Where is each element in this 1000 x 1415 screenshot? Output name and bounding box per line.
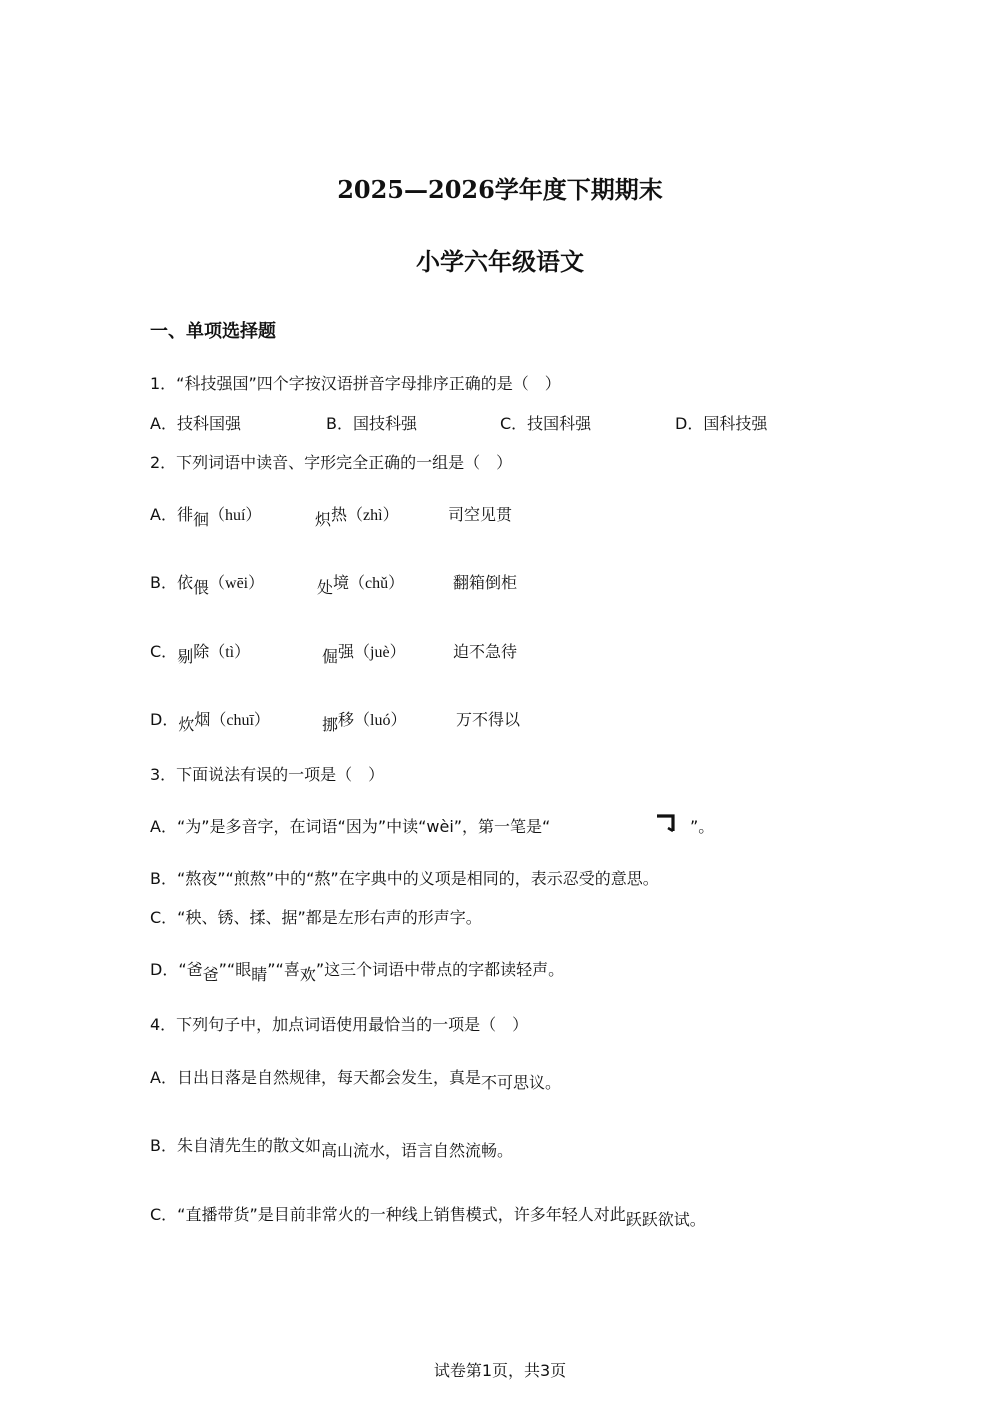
section-heading: 一、单项选择题: [150, 321, 276, 342]
q4-option-c: [150, 1202, 706, 1229]
q4-c-text: C．“直播带货”是目前非常火的一种线上销售模式，许多年轻人对此: [150, 1205, 626, 1224]
word-char: 热: [331, 505, 348, 524]
q2-option-b: [150, 570, 265, 597]
q3-option-b: B．“熬夜”“煎熬”中的“熬”在字典中的义项是相同的，表示忍受的意思。: [150, 869, 659, 888]
word-char-sub: 炊: [178, 715, 195, 734]
option-label: B．: [150, 573, 177, 592]
q2-a-idiom: 司空见贯: [448, 505, 513, 524]
word-char-sub: 挪: [322, 715, 339, 734]
word-char-sub: 处: [317, 578, 334, 597]
pinyin: （juè）: [354, 644, 406, 661]
heng-zhe-stroke-icon: [655, 813, 677, 835]
word-char-sub: 炽: [315, 510, 332, 529]
pinyin: （zhì）: [347, 507, 399, 524]
q3-option-d: [150, 957, 565, 984]
option-label: C．: [150, 642, 178, 661]
pinyin: （huí）: [208, 507, 262, 524]
word-char-sub: 倔: [322, 647, 339, 666]
pinyin: （luó）: [354, 712, 407, 729]
q2-option-a: [150, 502, 262, 529]
dotted-word: 跃跃欲试: [625, 1210, 690, 1229]
exam-title: 2025—2026学年度下期期末: [337, 175, 663, 204]
question-3-stem: 3．下面说法有误的一项是（ ）: [150, 765, 385, 784]
dotted-char: 睛: [251, 965, 268, 984]
q2-b-word2: [317, 570, 405, 597]
word-char: 徘: [176, 505, 193, 524]
q3-option-a-post: ”。: [690, 817, 715, 836]
q4-b-text: ，语言自然流畅。: [385, 1141, 514, 1160]
q4-a-text: 。: [544, 1073, 561, 1092]
word-char-sub: 剔: [177, 647, 194, 666]
q2-b-idiom: 翻箱倒柜: [453, 573, 518, 592]
pinyin: （chuī）: [210, 712, 270, 729]
dotted-char: 爸: [202, 965, 219, 984]
pinyin: （wēi）: [209, 575, 265, 592]
q3-d-text: ”这三个词语中带点的字都读轻声。: [315, 960, 565, 979]
option-label: D．: [150, 710, 179, 729]
word-char: 烟: [194, 710, 211, 729]
q2-a-word2: [315, 502, 399, 529]
word-char: 移: [338, 710, 355, 729]
q2-d-word2: [322, 707, 407, 734]
page-footer: 试卷第1页，共3页: [433, 1361, 567, 1380]
word-char-sub: 偎: [193, 578, 210, 597]
q1-option-a: A．技科国强: [150, 414, 241, 433]
word-char: 强: [338, 642, 355, 661]
word-char: 除: [193, 642, 210, 661]
q3-d-text: ”“喜: [267, 960, 300, 979]
q4-option-a: [150, 1065, 561, 1092]
q1-option-d: D．国科技强: [675, 414, 768, 433]
pinyin: （tì）: [209, 644, 251, 661]
q2-d-idiom: 万不得以: [456, 710, 521, 729]
option-label: A．: [150, 505, 177, 524]
word-char: 依: [176, 573, 193, 592]
q4-a-text: A．日出日落是自然规律，每天都会发生，真是: [150, 1068, 481, 1087]
q4-c-text: 。: [689, 1210, 706, 1229]
word-char: 境: [333, 573, 350, 592]
question-2-stem: 2．下列词语中读音、字形完全正确的一组是（ ）: [150, 453, 513, 472]
q3-d-text: ”“眼: [218, 960, 252, 979]
word-char-sub: 徊: [192, 510, 209, 529]
q3-option-a-pre: A．“为”是多音字，在词语“因为”中读“wèi”，第一笔是“: [150, 817, 551, 836]
dotted-word: 不可思议: [480, 1073, 545, 1092]
q2-c-idiom: 迫不急待: [453, 642, 518, 661]
q2-option-d: [150, 707, 270, 734]
dotted-word: 高山流水: [320, 1141, 385, 1160]
q1-option-c: C．技国科强: [500, 414, 592, 433]
q2-option-c: [150, 639, 251, 666]
q4-b-text: B．朱自清先生的散文如: [150, 1136, 321, 1155]
question-4-stem: 4．下列句子中，加点词语使用最恰当的一项是（ ）: [150, 1015, 529, 1034]
q1-option-b: B．国技科强: [326, 414, 417, 433]
q3-option-c: C．“秧、锈、揉、据”都是左形右声的形声字。: [150, 908, 482, 927]
pinyin: （chǔ）: [349, 575, 405, 592]
dotted-char: 欢: [299, 965, 316, 984]
q4-option-b: [150, 1133, 514, 1160]
q2-c-word2: [322, 639, 406, 666]
question-1-stem: 1．“科技强国”四个字按汉语拼音字母排序正确的是（ ）: [150, 374, 561, 393]
q3-d-text: D．“爸: [150, 960, 203, 979]
exam-subtitle: 小学六年级语文: [416, 247, 584, 276]
